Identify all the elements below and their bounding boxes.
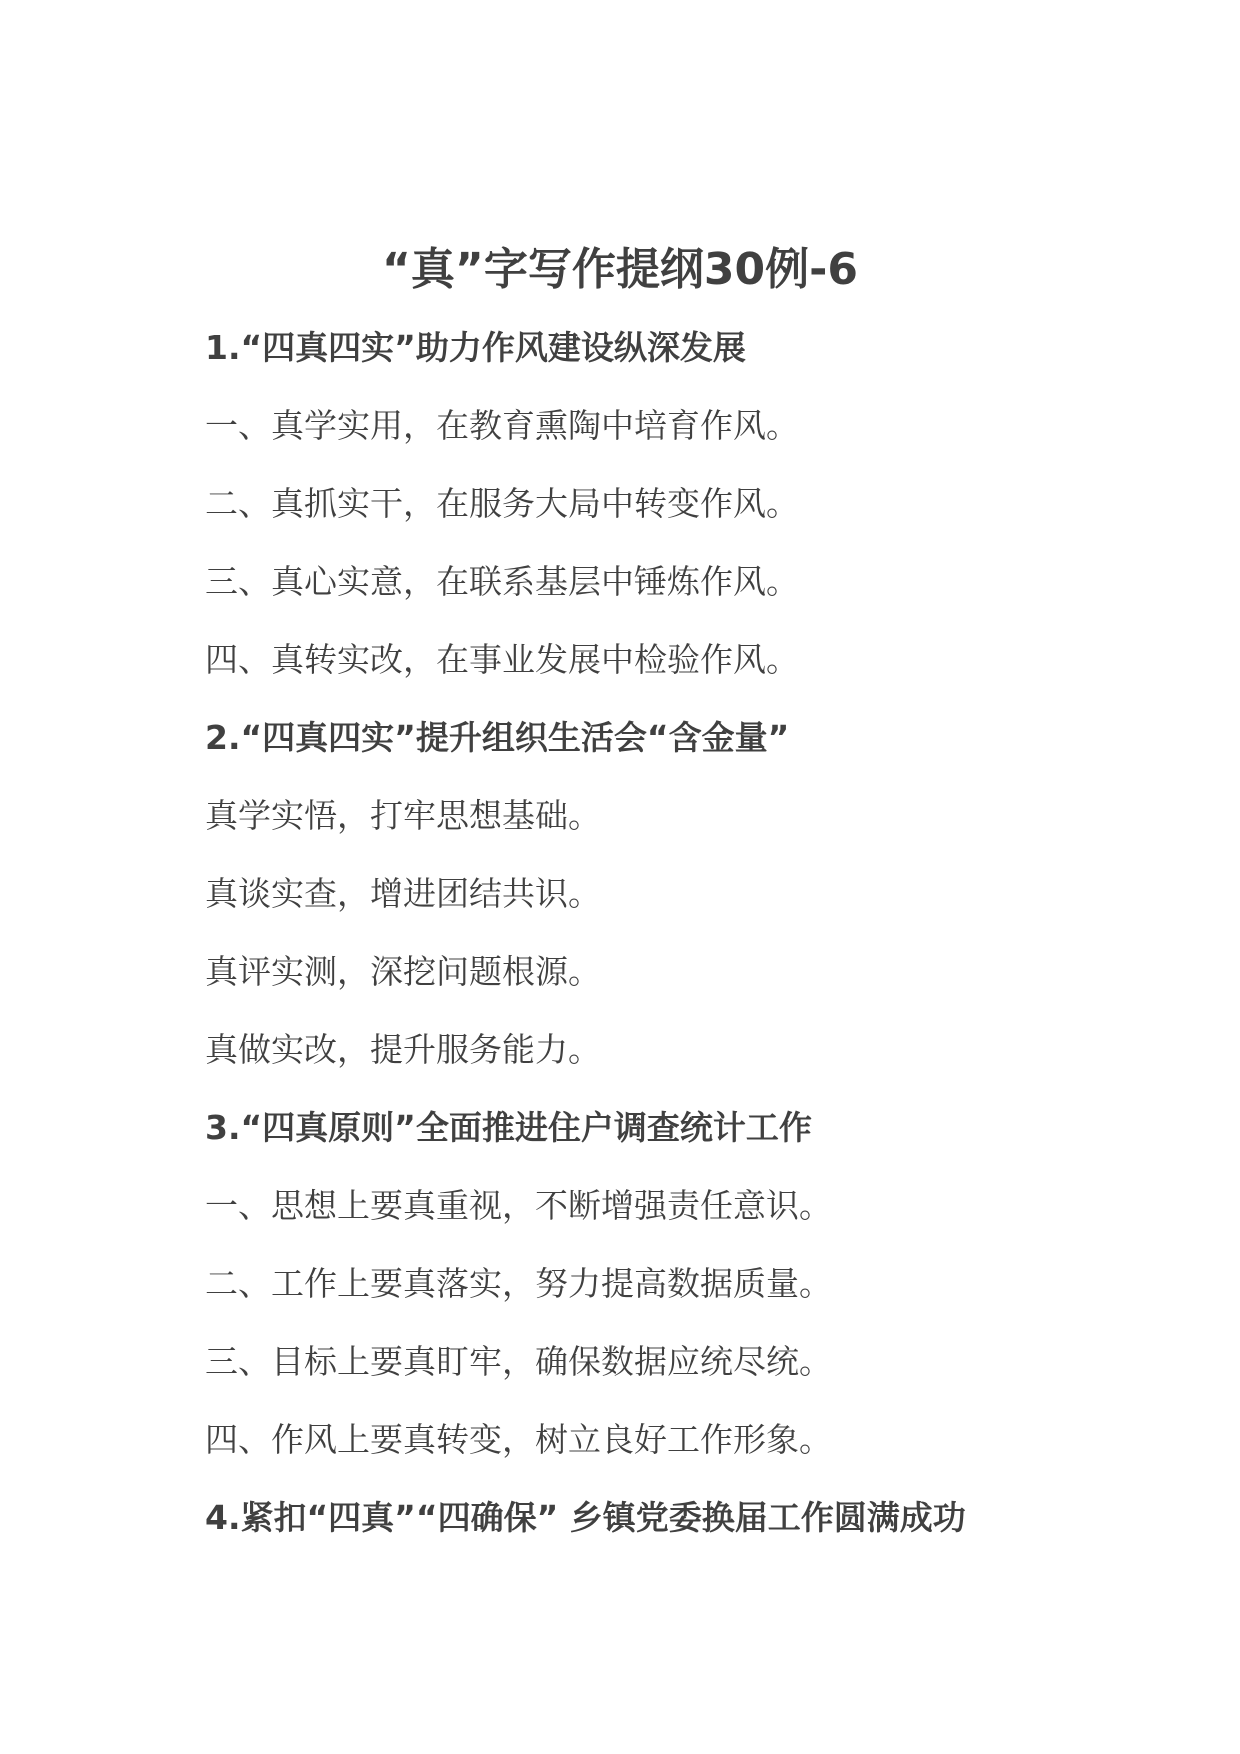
outline-item: 真评实测，深挖问题根源。	[205, 952, 601, 991]
outline-item: 三、真心实意，在联系基层中锤炼作风。	[205, 562, 799, 601]
section-heading: 2.“四真四实”提升组织生活会“含金量”	[205, 718, 790, 757]
section-heading: 3.“四真原则”全面推进住户调查统计工作	[205, 1108, 812, 1147]
document-body	[205, 318, 1205, 1566]
document-title: “真”字写作提纲30例-6	[382, 244, 858, 295]
outline-item: 二、真抓实干，在服务大局中转变作风。	[205, 484, 799, 523]
outline-item: 真谈实查，增进团结共识。	[205, 874, 601, 913]
outline-item: 二、工作上要真落实，努力提高数据质量。	[205, 1264, 832, 1303]
outline-item: 一、真学实用，在教育熏陶中培育作风。	[205, 406, 799, 445]
outline-item: 真学实悟，打牢思想基础。	[205, 796, 601, 835]
outline-item: 四、真转实改，在事业发展中检验作风。	[205, 640, 799, 679]
outline-item: 三、目标上要真盯牢，确保数据应统尽统。	[205, 1342, 832, 1381]
outline-item: 四、作风上要真转变，树立良好工作形象。	[205, 1420, 832, 1459]
section-heading: 4.紧扣“四真”“四确保” 乡镇党委换届工作圆满成功	[205, 1498, 966, 1537]
outline-item: 一、思想上要真重视，不断增强责任意识。	[205, 1186, 832, 1225]
section-heading: 1.“四真四实”助力作风建设纵深发展	[205, 328, 746, 367]
outline-item: 真做实改，提升服务能力。	[205, 1030, 601, 1069]
